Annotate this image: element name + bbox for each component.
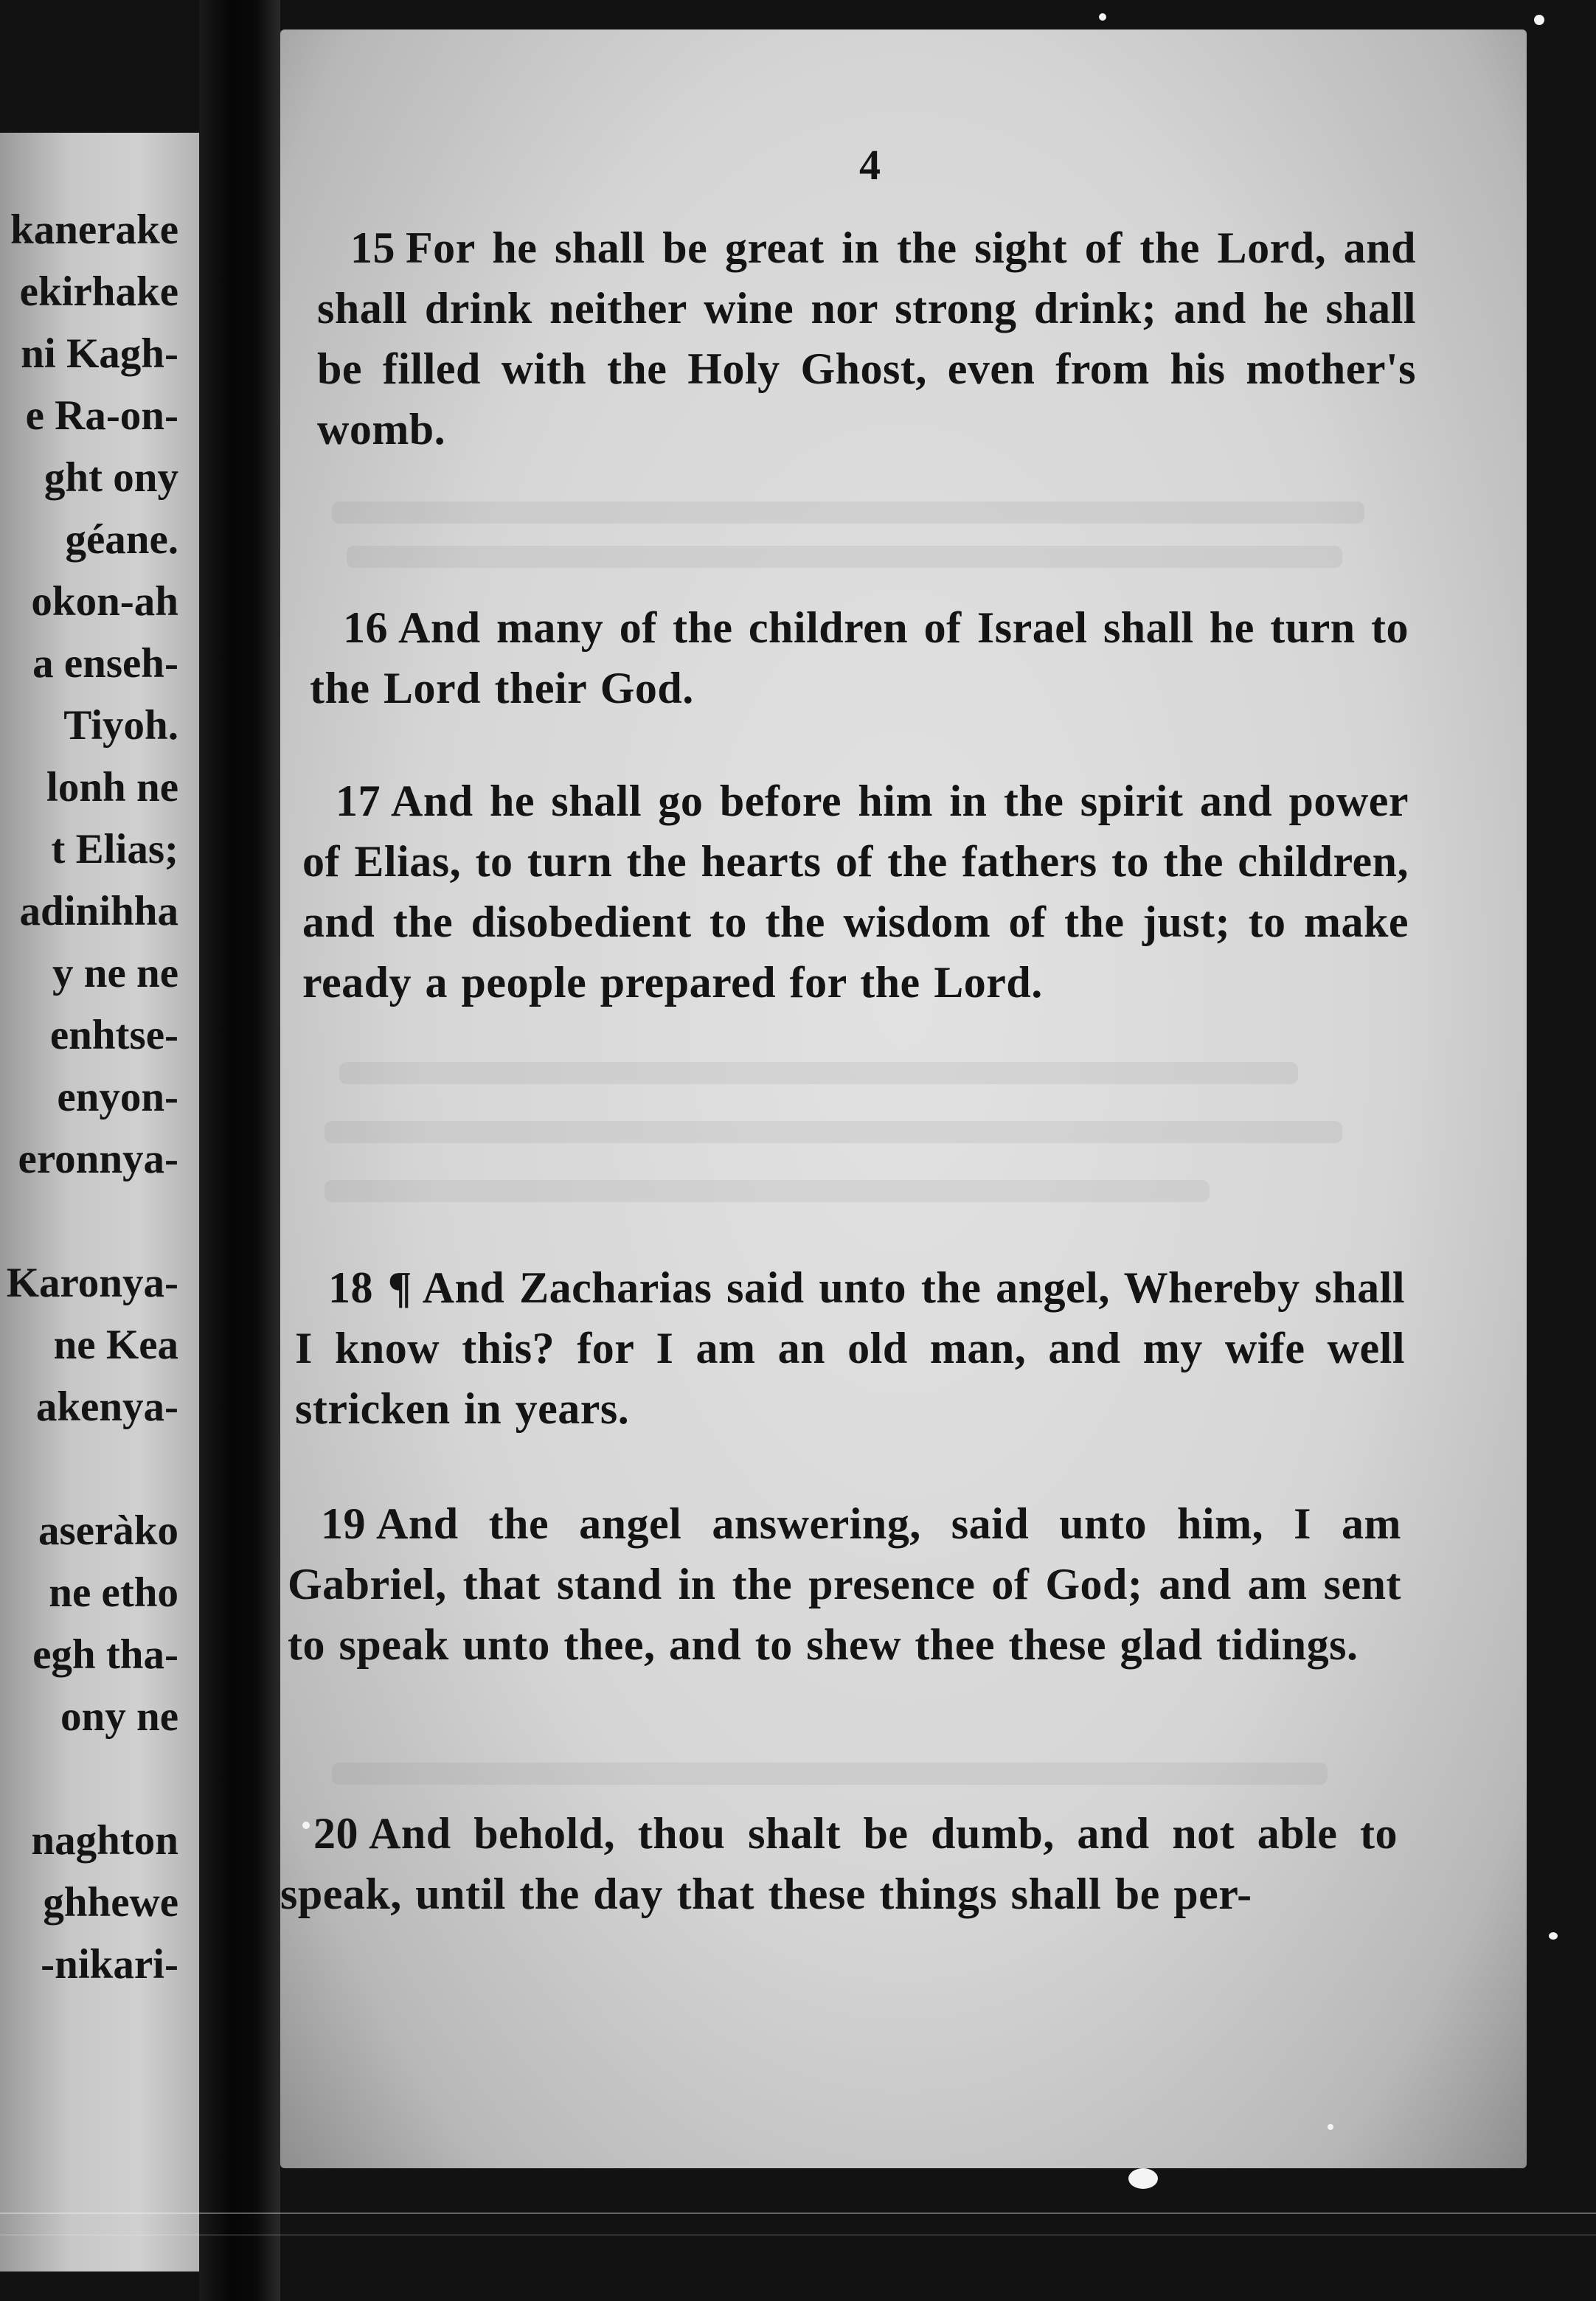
bleed-through (325, 1180, 1210, 1202)
film-speck (1534, 15, 1544, 25)
bleed-through (339, 1062, 1298, 1084)
left-page-line: aseràko (38, 1507, 178, 1554)
left-page-line: ni Kagh- (21, 330, 178, 377)
left-page-line: ght ony (44, 454, 178, 501)
film-scratch (0, 2212, 1596, 2214)
bleed-through (332, 502, 1364, 524)
verse-text: And the angel answering, said unto him, I am Gabriel, that stand in the presence of God; and am sent to speak unto thee, and to shew thee these glad tidings. (288, 1499, 1401, 1669)
left-page-line: enhtse- (49, 1012, 178, 1058)
verse-text: For he shall be great in the sight of the Lord, and shall drink neither wine nor strong drink; and he shall be filled with the Holy Ghost, even from his mother's womb. (317, 223, 1416, 454)
left-page-line: okon-ah (31, 578, 178, 625)
verse-number: 20 (313, 1809, 358, 1858)
film-speck (302, 1822, 310, 1829)
left-page-line: t Elias; (51, 826, 178, 872)
verse-17 (302, 771, 1409, 1013)
left-page-line: e Ra-on- (25, 392, 178, 439)
left-page-line: ne etho (49, 1569, 178, 1616)
left-page-line: lonh ne (46, 764, 178, 811)
verse-text: And many of the children of Israel shall he turn to the Lord their God. (310, 603, 1409, 712)
left-page-line: Tiyoh. (63, 702, 178, 749)
bleed-through (332, 1763, 1328, 1785)
verse-number: 16 (343, 603, 388, 652)
film-speck (1328, 2124, 1333, 2130)
left-page-blank-line (0, 1748, 178, 1810)
right-page (280, 30, 1527, 2168)
verse-text: And Zacharias said unto the angel, Whereby shall I know this? for I am an old man, and my wife well stricken in years. (295, 1263, 1405, 1433)
left-page-line: a enseh- (32, 640, 178, 687)
verse-19 (288, 1493, 1401, 1675)
left-page-line: akenya- (35, 1384, 178, 1430)
left-page-line: ony ne (60, 1693, 178, 1740)
verse-number: 19 (321, 1499, 366, 1548)
verse-18 (295, 1257, 1405, 1439)
verse-number: 17 (336, 777, 381, 825)
film-speck (1099, 13, 1106, 21)
left-page-line: ekirhake (19, 268, 178, 315)
left-page-line: kanerake (10, 206, 178, 253)
verse-15 (317, 218, 1416, 459)
left-page-line: ne Kea (53, 1322, 178, 1368)
book-gutter (199, 0, 280, 2301)
left-page-line: géane. (65, 516, 178, 563)
film-speck (1549, 1932, 1558, 1940)
verse-20 (280, 1803, 1398, 1924)
left-page-line: enyon- (57, 1074, 178, 1120)
page-number: 4 (859, 141, 881, 189)
left-page-line: adinihha (19, 888, 178, 934)
left-page-line: egh tha- (32, 1631, 178, 1678)
film-speck (1128, 2168, 1158, 2189)
left-page (0, 133, 199, 2272)
left-page-line: y ne ne (52, 950, 178, 996)
left-page-line: -nikari- (41, 1941, 178, 1988)
bleed-through (347, 546, 1342, 568)
left-page-text (0, 199, 178, 1996)
left-page-line: Karonya- (6, 1260, 178, 1306)
verse-16 (310, 597, 1409, 718)
bleed-through (325, 1121, 1342, 1143)
verse-number: 18 ¶ (328, 1263, 412, 1312)
verse-text: And behold, thou shalt be dumb, and not able to speak, until the day that these things shall be per- (280, 1809, 1398, 1918)
left-page-line: eronnya- (18, 1136, 178, 1182)
left-page-blank-line (0, 1190, 178, 1252)
verse-text: And he shall go before him in the spirit and power of Elias, to turn the hearts of the fathers to the children, and the disobedient to the wisdom of the just; to make ready a people prepared for the Lord. (302, 777, 1409, 1007)
left-page-line: ghhewe (43, 1879, 178, 1926)
left-page-line: naghton (31, 1817, 178, 1864)
left-page-blank-line (0, 1438, 178, 1500)
verse-number: 15 (350, 223, 395, 272)
